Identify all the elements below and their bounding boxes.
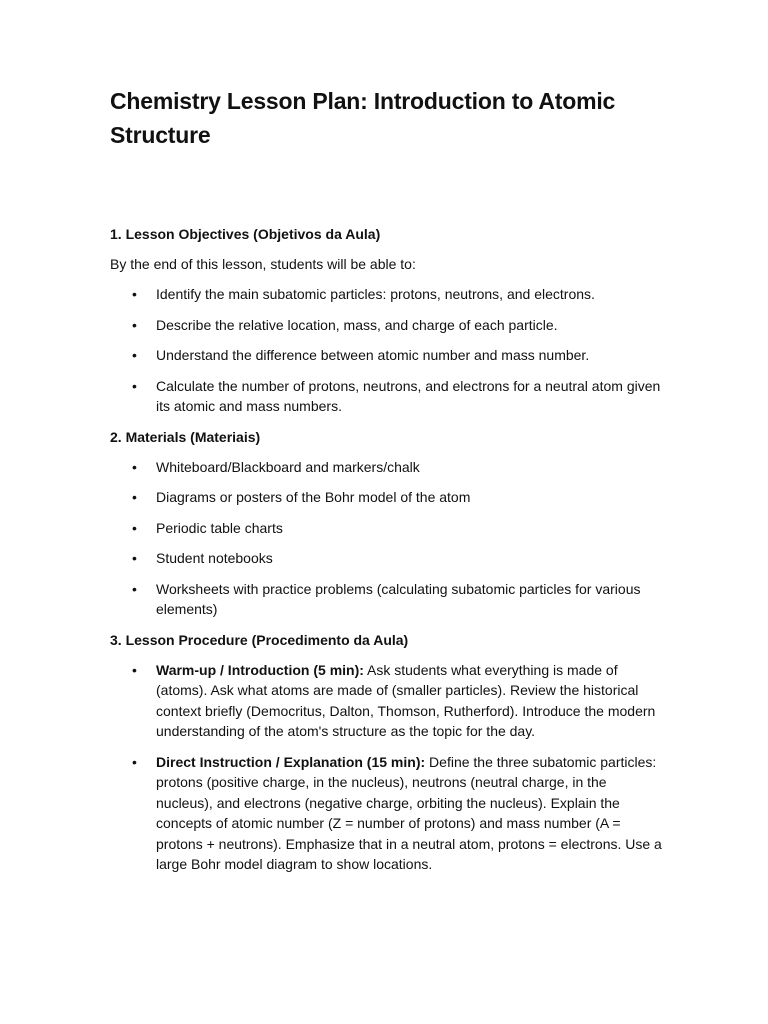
bullet-icon: • — [132, 753, 137, 770]
list-item — [110, 315, 662, 336]
objectives-list — [110, 284, 662, 417]
list-item-text: Periodic table charts — [156, 519, 283, 536]
section-heading-materials: 2. Materials (Materiais) — [110, 428, 261, 445]
list-item — [110, 284, 662, 305]
list-item — [110, 376, 662, 417]
list-item — [110, 487, 662, 508]
list-item — [110, 579, 662, 620]
bullet-icon: • — [132, 661, 137, 678]
materials-list — [110, 457, 662, 620]
bullet-icon: • — [132, 286, 137, 302]
bullet-icon: • — [132, 489, 137, 505]
list-item — [110, 518, 662, 539]
list-item — [110, 548, 662, 569]
document-page — [110, 84, 662, 885]
procedure-step-text: Ask students what everything is made of (atoms). Ask what atoms are made of (smaller particles). Review the historical context briefly (Democritus, Dalton, Thomson, Rutherford). Introduce the modern understanding of the atom's structure as the topic for the day. — [156, 661, 656, 739]
procedure-list — [110, 660, 662, 875]
list-item-text: Understand the difference between atomic number and mass number. — [156, 347, 590, 363]
page-title: Chemistry Lesson Plan: Introduction to Atomic Structure — [110, 88, 616, 148]
list-item — [110, 457, 662, 478]
objectives-intro: By the end of this lesson, students will be able to: — [110, 256, 416, 272]
bullet-icon: • — [132, 550, 137, 566]
procedure-step-text: Define the three subatomic particles: protons (positive charge, in the nucleus), neutrons (neutral charge, in the nucleus), and electrons (negative charge, orbiting the nucleus). Explain the concepts of atomic number (Z = number of protons) and mass number (A = protons + neutrons). Emphasize that in a neutral atom, protons = electrons. Use a large Bohr model diagram to show locations. — [156, 753, 662, 872]
bullet-icon: • — [132, 377, 137, 394]
list-item — [110, 345, 662, 366]
bullet-icon: • — [132, 580, 137, 597]
bullet-icon: • — [132, 316, 137, 333]
section-heading-procedure: 3. Lesson Procedure (Procedimento da Aula) — [110, 631, 409, 648]
list-item-text: Diagrams or posters of the Bohr model of the atom — [156, 489, 471, 505]
list-item-text: Worksheets with practice problems (calculating subatomic particles for various elements) — [156, 580, 641, 617]
list-item-text: Identify the main subatomic particles: protons, neutrons, and electrons. — [156, 286, 595, 302]
bullet-icon: • — [132, 347, 137, 363]
section-heading-objectives: 1. Lesson Objectives (Objetivos da Aula) — [110, 226, 381, 242]
list-item — [110, 660, 662, 742]
bullet-icon: • — [132, 519, 137, 536]
list-item-text: Student notebooks — [156, 550, 273, 566]
list-item-text: Whiteboard/Blackboard and markers/chalk — [156, 458, 420, 475]
list-item — [110, 752, 662, 875]
bullet-icon: • — [132, 458, 137, 475]
list-item-text: Describe the relative location, mass, and charge of each particle. — [156, 316, 558, 333]
list-item-text: Calculate the number of protons, neutrons, and electrons for a neutral atom given its atomic and mass numbers. — [156, 377, 661, 414]
procedure-step-label: Warm-up / Introduction (5 min): — [156, 661, 364, 678]
procedure-step-label: Direct Instruction / Explanation (15 min): — [156, 753, 426, 770]
